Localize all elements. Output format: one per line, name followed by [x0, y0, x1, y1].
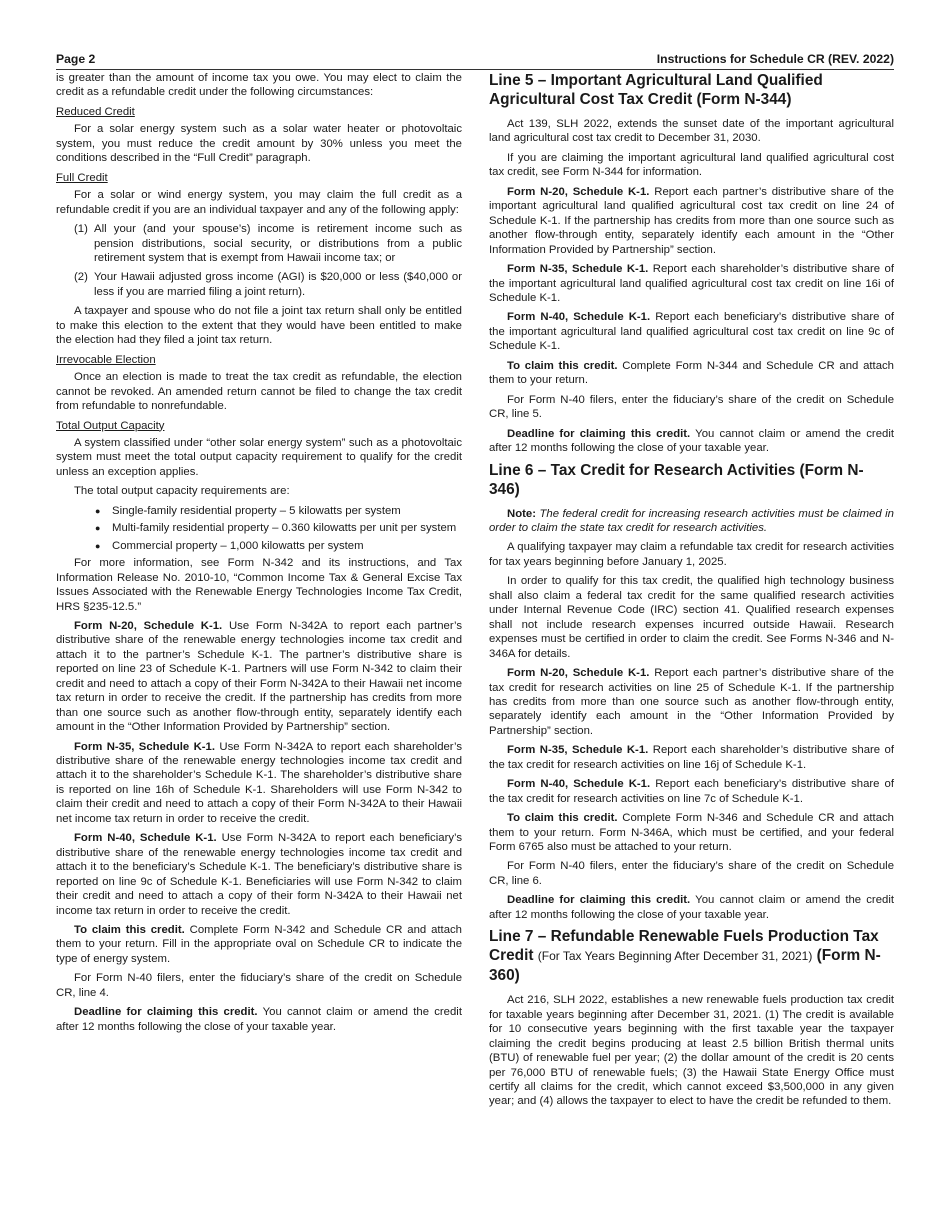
form-n35-label: Form N-35, Schedule K-1.	[507, 263, 649, 276]
form-n40-label: Form N-40, Schedule K-1.	[507, 778, 651, 791]
note-text: The federal credit for increasing research activities must be claimed in order to claim the state tax credit for research activities.	[489, 507, 894, 534]
line6-paragraph: In order to qualify for this tax credit, the qualified high technology business shall also claim a federal tax credit for the same qualified research activities under Internal Revenue Code (IRC) section 41. Qualified research expenses shall not include research expenses incurred outside Hawaii. Research expenses must be certified in order to claim the credit. See Forms N-346 and N-346A for details.	[489, 575, 894, 660]
irrevocable-election-heading: Irrevocable Election	[56, 353, 156, 366]
form-n35-paragraph	[56, 740, 462, 827]
list-item-text: All your (and your spouse’s) income is retirement income such as pension distributions, social security, or distributions from a public retirement system that is exempt from Hawaii income tax; or	[94, 223, 462, 264]
deadline-text: You cannot claim or amend the credit after 12 months following the close of your taxable year.	[489, 894, 894, 921]
line5-n40-filers-text: For Form N-40 filers, enter the fiduciary’s share of the credit on Schedule CR, line 5.	[489, 393, 894, 421]
line6-form-n35-paragraph	[489, 743, 894, 772]
line6-claim-paragraph	[489, 811, 894, 854]
page-header	[56, 52, 894, 68]
form-n40-label: Form N-40, Schedule K-1.	[74, 832, 217, 845]
list-item-text: Your Hawaii adjusted gross income (AGI) is $20,000 or less ($40,000 or less if you are married filing a joint return).	[94, 271, 462, 298]
line7-paragraph: Act 216, SLH 2022, establishes a new renewable fuels production tax credit for taxable years beginning after December 31, 2021. (1) The credit is available for 10 consecutive years beginning with the first taxable year the taxpayer claiming the credit begins producing at least 2.5 billion British thermal units (BTU) of renewable fuel per year; (2) the dollar amount of the credit is 20 cents per 76,000 BTU of renewable fuels; (3) the Hawaii State Energy Office must certify all claims for the credit, which cannot exceed $3,500,000 in any given year; and (4) allows the taxpayer to elect to have the credit be refunded to them.	[489, 994, 894, 1108]
line7-heading	[489, 927, 894, 985]
form-n35-label: Form N-35, Schedule K-1.	[74, 740, 216, 753]
bullet-icon: ●	[95, 523, 101, 534]
list-item-text: Multi-family residential property – 0.360 kilowatts per unit per system	[112, 522, 457, 535]
claim-credit-label: To claim this credit.	[74, 924, 185, 937]
deadline-paragraph	[56, 1005, 462, 1034]
intro-paragraph: is greater than the amount of income tax you owe. You may elect to claim the credit as a refundable credit under the following circumstances:	[56, 72, 462, 99]
form-n40-text: Report each beneficiary’s distributive share of the tax credit for research activities on line 7c of Schedule K-1.	[489, 778, 894, 805]
list-item	[56, 521, 462, 535]
list-item	[56, 270, 462, 299]
list-item-number: (2)	[74, 271, 88, 284]
note-label: Note:	[507, 507, 536, 520]
line5-paragraph: If you are claiming the important agricultural land qualified agricultural cost tax credit, see Form N-344 for information.	[489, 151, 894, 179]
line6-form-n20-paragraph	[489, 666, 894, 738]
line6-note-paragraph	[489, 507, 894, 536]
list-item-text: Single-family residential property – 5 kilowatts per system	[112, 504, 401, 517]
claim-credit-text: Complete Form N-342 and Schedule CR and attach them to your return. Fill in the appropriate oval on Schedule CR to indicate the type of energy system.	[56, 924, 462, 965]
line6-deadline-paragraph	[489, 893, 894, 922]
n40-filers-text: For Form N-40 filers, enter the fiduciary’s share of the credit on Schedule CR, line 4.	[56, 972, 462, 999]
line7-heading-form: (Form N-360)	[489, 947, 881, 985]
form-n40-text: Use Form N-342A to report each beneficiary’s distributive share of the renewable energy technologies income tax credit and attach it to the beneficiary’s Schedule K-1. The beneficiary’s distributive share is reported on line 9c of Schedule K-1. Beneficiaries will use Form N-342 to claim their credit and need to attach a copy of their form N-342A to their Hawaii net income tax return in order to receive the credit.	[56, 832, 462, 917]
reduced-credit-text: For a solar energy system such as a solar water heater or photovoltaic system, you must reduce the credit amount by 30% unless you meet the conditions described in the “Full Credit” paragraph.	[56, 123, 462, 165]
full-credit-text: For a solar or wind energy system, you may claim the full credit as a refundable credit if you are an individual taxpayer and any of the following apply:	[56, 189, 462, 216]
line5-form-n35-paragraph	[489, 262, 894, 305]
form-n20-label: Form N-20, Schedule K-1.	[74, 619, 223, 632]
form-n40-paragraph	[56, 831, 462, 918]
line7-heading-note: (For Tax Years Beginning After December 31, 2021)	[537, 949, 813, 964]
deadline-label: Deadline for claiming this credit.	[507, 894, 691, 907]
list-item-text: Commercial property – 1,000 kilowatts per system	[112, 539, 364, 552]
deadline-text: You cannot claim or amend the credit after 12 months following the close of your taxable year.	[56, 1006, 462, 1033]
claim-credit-text: Complete Form N-344 and Schedule CR and attach them to your return.	[489, 359, 894, 387]
form-n35-label: Form N-35, Schedule K-1.	[507, 744, 649, 757]
list-item	[56, 222, 462, 265]
document-title: Instructions for Schedule CR (REV. 2022)	[656, 52, 894, 66]
list-item-number: (1)	[74, 223, 88, 236]
form-n20-text: Report each partner’s distributive share of the tax credit for research activities on line 25 of Schedule K-1. If the partnership has credits from more than one source such as another flow-through entity, separately identify each amount in the “Other Information Provided by Partnership” section.	[489, 667, 894, 737]
list-item	[56, 504, 462, 518]
form-n20-label: Form N-20, Schedule K-1.	[507, 185, 650, 198]
bullet-icon: ●	[95, 540, 101, 551]
joint-return-text: A taxpayer and spouse who do not file a joint tax return shall only be entitled to make this election to the extent that they would have been entitled to make the election had they filed a joint tax return.	[56, 305, 462, 347]
form-n20-paragraph	[56, 619, 462, 735]
claim-credit-paragraph	[56, 923, 462, 966]
line7-heading-title: Line 7 – Refundable Renewable Fuels Production Tax Credit	[489, 928, 879, 965]
line5-claim-paragraph	[489, 359, 894, 388]
deadline-label: Deadline for claiming this credit.	[74, 1006, 258, 1019]
irrevocable-election-text: Once an election is made to treat the tax credit as refundable, the election cannot be revoked. An amended return cannot be filed to change the tax credit from refundable to nonrefundable.	[56, 371, 462, 413]
capacity-requirements-intro: The total output capacity requirements are:	[74, 485, 290, 498]
line5-heading: Line 5 – Important Agricultural Land Qualified Agricultural Cost Tax Credit (Form N-344)	[489, 72, 823, 108]
bullet-icon: ●	[95, 505, 101, 516]
left-column	[56, 71, 462, 1039]
total-output-capacity-heading: Total Output Capacity	[56, 419, 165, 432]
line6-n40-filers-text: For Form N-40 filers, enter the fiduciary’s share of the credit on Schedule CR, line 6.	[489, 860, 894, 887]
line5-paragraph: Act 139, SLH 2022, extends the sunset date of the important agricultural land agricultural cost tax credit to December 31, 2030.	[489, 118, 894, 145]
line6-heading: Line 6 – Tax Credit for Research Activities (Form N-346)	[489, 461, 864, 498]
claim-credit-text: Complete Form N-346 and Schedule CR and attach them to your return. Form N-346A, which must be certified, and your federal Form 6765 also must be attached to your return.	[489, 812, 894, 854]
line6-form-n40-paragraph	[489, 777, 894, 806]
form-n20-text: Use Form N-342A to report each partner’s distributive share of the renewable energy technologies income tax credit and attach it to the partner’s Schedule K-1. The partner’s distributive share is reported on line 23 of Schedule K-1. Partners will use Form N-342 to claim their credit and need to attach a copy of their Form N-342A to their Hawaii net income tax return in order to receive the credit. If the partnership has credits from more than one source such as another flow-through entity, separately identify each amount in the “Other Information Provided by Partnership” section.	[56, 619, 463, 734]
claim-credit-label: To claim this credit.	[507, 812, 618, 825]
form-n35-text: Report each shareholder’s distributive share of the tax credit for research activities on line 16j of Schedule K-1.	[489, 744, 894, 771]
full-credit-list	[56, 222, 462, 299]
line5-form-n40-paragraph	[489, 310, 894, 353]
line6-paragraph: A qualifying taxpayer may claim a refundable tax credit for research activities for tax years beginning before January 1, 2025.	[489, 541, 894, 568]
form-n20-text: Report each partner’s distributive share of the important agricultural land qualified agricultural cost tax credit on line 24 of Schedule K-1. If the partnership has credits from more than one source such as another flow-through entity, separately identify each amount in the “Other Information Provided by Partnership” section.	[489, 185, 894, 256]
total-output-capacity-text: A system classified under “other solar energy system” such as a photovoltaic system must meet the total output capacity requirement to qualify for the credit unless an exception applies.	[56, 436, 462, 478]
claim-credit-label: To claim this credit.	[507, 359, 618, 372]
full-credit-heading: Full Credit	[56, 171, 108, 184]
form-n20-label: Form N-20, Schedule K-1.	[507, 667, 650, 680]
line5-deadline-paragraph	[489, 427, 894, 456]
deadline-label: Deadline for claiming this credit.	[507, 427, 691, 440]
capacity-requirements-list	[56, 504, 462, 553]
deadline-text: You cannot claim or amend the credit after 12 months following the close of your taxable year.	[489, 427, 894, 455]
reduced-credit-heading: Reduced Credit	[56, 105, 135, 118]
form-n40-text: Report each beneficiary’s distributive share of the important agricultural land qualified agricultural cost tax credit on line 9c of Schedule K-1.	[489, 311, 894, 353]
right-column	[489, 71, 894, 1114]
page-number: Page 2	[56, 52, 96, 66]
more-information-text: For more information, see Form N-342 and its instructions, and Tax Information Release No. 2010-10, “Common Income Tax & General Excise Tax Issues Associated with the Renewable Energy Technologies Income Tax Credit, HRS §235-12.5.”	[56, 557, 462, 613]
form-n35-text: Use Form N-342A to report each shareholder’s distributive share of the renewable energy technologies income tax credit and attach it to the shareholder’s Schedule K-1. The shareholder’s distributive share is reported on line 16h of Schedule K-1. Shareholders will use Form N-342 to claim their credit and need to attach a copy of their Form N-342A to their Hawaii net income tax return in order to receive the credit.	[56, 740, 462, 825]
line5-form-n20-paragraph	[489, 185, 894, 257]
header-rule	[56, 69, 894, 70]
form-n35-text: Report each shareholder’s distributive share of the important agricultural land qualified agricultural cost tax credit on line 16i of Schedule K-1.	[489, 263, 894, 304]
form-n40-label: Form N-40, Schedule K-1.	[507, 311, 651, 324]
list-item	[56, 539, 462, 553]
